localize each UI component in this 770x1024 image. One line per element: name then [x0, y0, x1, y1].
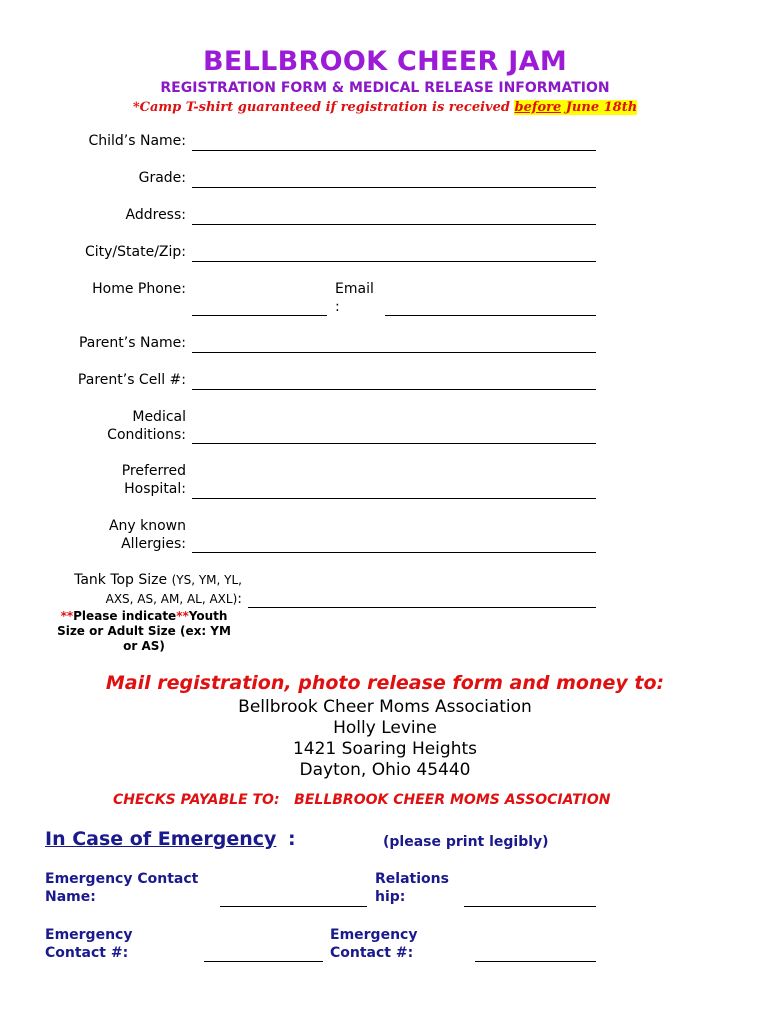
allergies-label-line2: Allergies:: [121, 536, 186, 552]
emergency-contact-number-line2: Contact #:: [45, 945, 129, 961]
tank-note-youth: Youth: [188, 609, 228, 623]
tshirt-note-before: before: [514, 100, 562, 115]
tshirt-note: [0, 100, 770, 115]
allergies-label-line1: Any known: [108, 518, 186, 534]
emergency-contact-number-b-field[interactable]: [475, 961, 596, 962]
emergency-heading: In Case of Emergency: [45, 828, 277, 850]
emergency-contact-number-b-line2: Contact #:: [330, 945, 414, 961]
child-name-field[interactable]: [192, 150, 596, 151]
mail-heading: Mail registration, photo release form and money to:: [105, 672, 665, 694]
emergency-contact-number-b-label: [330, 926, 417, 962]
mail-address-line4: Dayton, Ohio 45440: [299, 760, 471, 780]
tank-size-colon: :: [237, 591, 242, 607]
tank-note-line3: or AS): [123, 639, 165, 653]
email-label: [335, 280, 374, 316]
address-label: Address:: [125, 207, 186, 223]
medical-label-line2: Conditions:: [107, 427, 186, 443]
form-title: BELLBROOK CHEER JAM: [202, 46, 568, 77]
relationship-line2: hip:: [375, 889, 406, 905]
hospital-label-line2: Hospital:: [124, 481, 186, 497]
mail-address-line2: Holly Levine: [333, 718, 437, 738]
address-field[interactable]: [192, 224, 596, 225]
print-legibly-note: (please print legibly): [383, 834, 549, 850]
mail-address-line1: Bellbrook Cheer Moms Association: [238, 697, 532, 717]
tank-size-line2: [74, 590, 242, 609]
relationship-field[interactable]: [464, 906, 596, 907]
grade-field[interactable]: [192, 187, 596, 188]
checks-payable: CHECKS PAYABLE TO: BELLBROOK CHEER MOMS ASSOCIATION: [113, 792, 611, 808]
grade-label: Grade:: [138, 170, 186, 186]
allergies-label: [109, 517, 186, 553]
medical-label-line1: Medical: [132, 409, 186, 425]
tank-size-field[interactable]: [248, 607, 596, 608]
tank-size-options-2: AXS, AS, AM, AL, AXL): [105, 592, 238, 606]
emergency-contact-number-label: [45, 926, 132, 962]
emergency-contact-name-field[interactable]: [220, 906, 367, 907]
mail-address-line3: 1421 Soaring Heights: [292, 739, 477, 759]
tank-note-star2: **: [176, 609, 189, 623]
email-label-line2: :: [335, 299, 340, 315]
tank-size-line1: [74, 571, 242, 590]
emergency-contact-number-line1: Emergency: [45, 927, 133, 943]
relationship-line1: Relations: [375, 871, 449, 887]
tank-note-line1: [44, 609, 244, 624]
hospital-field[interactable]: [192, 498, 596, 499]
parent-name-field[interactable]: [192, 352, 596, 353]
tank-size-note: [44, 609, 244, 654]
parent-cell-field[interactable]: [192, 389, 596, 390]
emergency-contact-number-b-line1: Emergency: [330, 927, 418, 943]
email-label-line1: Email: [335, 281, 374, 297]
tshirt-note-text: *Camp T-shirt guaranteed if registration is received: [132, 100, 515, 115]
emergency-contact-name-line1: Emergency Contact: [45, 871, 199, 887]
relationship-label: [375, 870, 449, 906]
emergency-heading-colon: :: [288, 828, 296, 850]
hospital-label-line1: Preferred: [121, 463, 186, 479]
emergency-contact-name-label: [45, 870, 198, 906]
tank-note-please: Please indicate: [73, 609, 177, 623]
city-state-zip-field[interactable]: [192, 261, 596, 262]
tshirt-note-date: June 18th: [561, 100, 638, 115]
home-phone-field[interactable]: [192, 315, 327, 316]
parent-name-label: Parent’s Name:: [78, 335, 186, 351]
city-state-zip-label: City/State/Zip:: [84, 244, 186, 260]
tank-size-label: [74, 571, 242, 609]
tank-note-line2: Size or Adult Size (ex: YM: [57, 624, 231, 638]
form-subtitle: REGISTRATION FORM & MEDICAL RELEASE INFORMATION: [160, 80, 610, 96]
tank-note-star1: **: [60, 609, 74, 623]
email-field[interactable]: [385, 315, 596, 316]
medical-conditions-field[interactable]: [192, 443, 596, 444]
parent-cell-label: Parent’s Cell #:: [77, 372, 186, 388]
emergency-contact-number-field[interactable]: [204, 961, 323, 962]
medical-conditions-label: [107, 408, 186, 444]
home-phone-label: Home Phone:: [92, 281, 186, 297]
hospital-label: [122, 462, 186, 498]
tank-size-options-1: (YS, YM, YL,: [171, 573, 242, 587]
child-name-label: Child’s Name:: [88, 133, 186, 149]
allergies-field[interactable]: [192, 552, 596, 553]
tank-size-title: Tank Top Size: [74, 572, 168, 588]
emergency-contact-name-line2: Name:: [45, 889, 96, 905]
